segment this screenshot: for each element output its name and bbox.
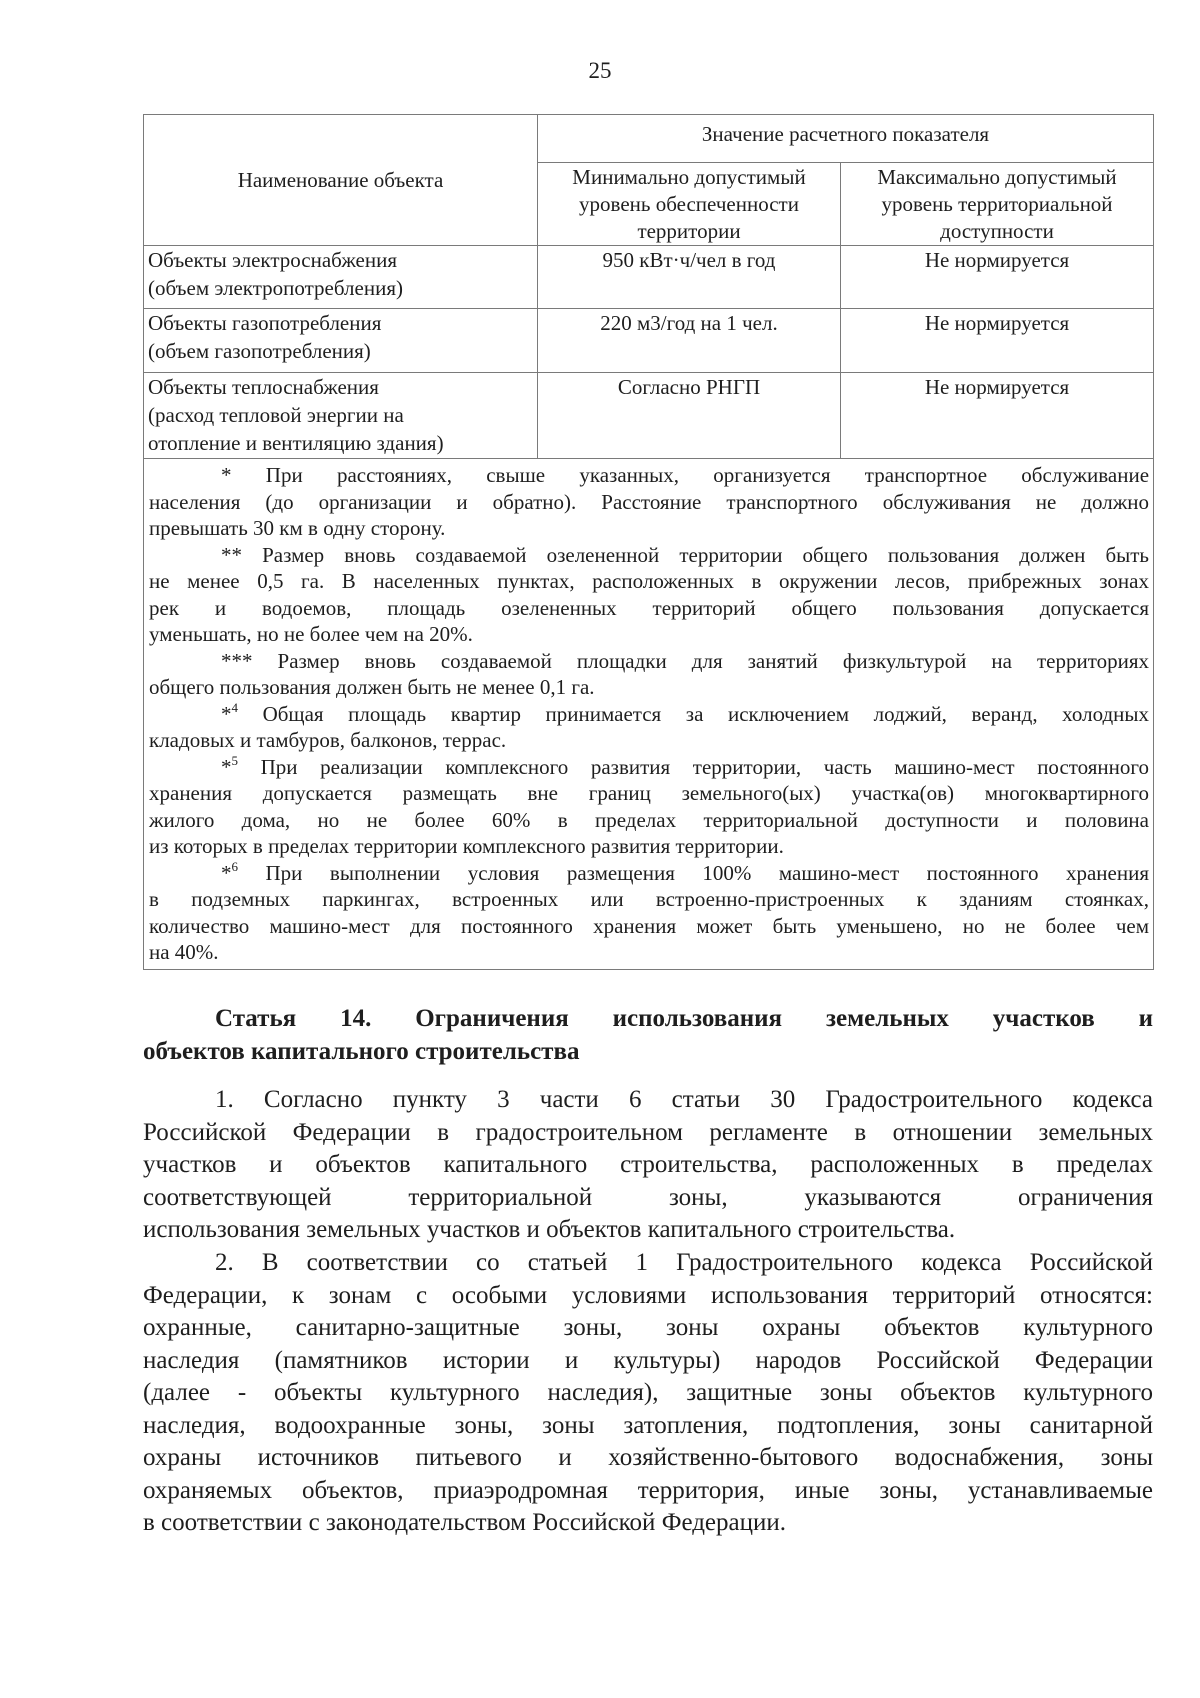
header-min-level: [538, 163, 841, 246]
table-notes: [144, 459, 1154, 970]
norms-table: [143, 114, 1154, 970]
row-min-value: 220 м3/год на 1 чел.: [538, 309, 841, 373]
note-line: [149, 542, 1149, 569]
row-name-line: отопление и вентиляцию здания): [148, 431, 444, 455]
paragraph-line: наследия, водоохранные зоны, зоны затопления, подтопления, зоны санитарной: [143, 1411, 1153, 1439]
paragraph-line: охранные, санитарно-защитные зоны, зоны охраны объектов культурного: [143, 1314, 1153, 1341]
paragraph-line: в соответствии с законодательством Российской Федерации.: [143, 1509, 787, 1536]
note: [149, 542, 1149, 648]
note-line: не менее 0,5 га. В населенных пунктах, расположенных в окружении лесов, прибрежных зонах: [149, 569, 1149, 593]
paragraph-line: соответствующей территориальной зоны, указываются ограничения: [143, 1183, 1153, 1211]
paragraph-line: 2. В соответствии со статьей 1 Градостроительного кодекса Российской: [215, 1249, 1153, 1276]
note: [149, 648, 1149, 701]
row-max-value: Не нормируется: [841, 309, 1154, 373]
row-max-value: Не нормируется: [841, 246, 1154, 309]
note-text: Размер вновь создаваемой озелененной территории общего пользования должен быть: [262, 542, 1150, 567]
table-row: [144, 309, 1154, 373]
note: [149, 860, 1149, 966]
note: [149, 701, 1149, 754]
note-marker: ***: [221, 648, 253, 673]
row-name-line: Объекты электроснабжения: [148, 248, 398, 272]
paragraph-line: использования земельных участков и объектов капитального строительства.: [143, 1216, 956, 1243]
article-title: [143, 1002, 1153, 1068]
paragraph-line: охраняемых объектов, приаэродромная территория, иные зоны, устанавливаемые: [143, 1476, 1153, 1504]
article-title-line: Статья 14. Ограничения использования земельных участков и: [215, 1005, 1153, 1032]
note-line: количество машино-мест для постоянного хранения может быть уменьшено, но не более чем: [149, 913, 1149, 938]
row-object-name: [144, 373, 538, 459]
note-line: в подземных паркингах, встроенных или встроенно-пристроенных к зданиям стоянках,: [149, 887, 1149, 911]
note-line: кладовых и тамбуров, балконов, террас.: [149, 728, 507, 752]
header-min-line: уровень обеспеченности: [579, 192, 799, 216]
header-max-line: доступности: [940, 219, 1054, 243]
note-marker: *: [221, 701, 232, 726]
row-min-value: 950 кВт·ч/чел в год: [538, 246, 841, 309]
note-line: [149, 754, 1149, 781]
note-marker: *: [221, 754, 232, 779]
note-text: Размер вновь создаваемой площадки для занятий физкультурой на территориях: [277, 648, 1149, 673]
row-max-value: Не нормируется: [841, 373, 1154, 459]
note-line: [149, 860, 1149, 887]
paragraph-line: участков и объектов капитального строительства, расположенных в пределах: [143, 1151, 1153, 1178]
note-line: на 40%.: [149, 940, 219, 964]
note: [149, 462, 1149, 542]
note-line: уменьшать, но не более чем на 20%.: [149, 622, 473, 646]
article-paragraph: [143, 1084, 1153, 1247]
note-line: жилого дома, но не более 60% в пределах территориальной доступности и половина: [149, 807, 1149, 832]
header-max-line: уровень территориальной: [881, 192, 1113, 216]
table-row: [144, 373, 1154, 459]
paragraph-line: охраны источников питьевого и хозяйственно-бытового водоснабжения, зоны: [143, 1444, 1153, 1471]
page-number: 25: [588, 58, 612, 83]
note-marker: *: [221, 860, 232, 885]
note-sup: 5: [231, 752, 238, 768]
paragraph-line: 1. Согласно пункту 3 части 6 статьи 30 Градостроительного кодекса: [215, 1086, 1153, 1113]
row-name-line: Объекты газопотребления: [148, 311, 382, 335]
table-row: [144, 246, 1154, 309]
note: [149, 754, 1149, 860]
header-indicator-group: Значение расчетного показателя: [538, 115, 1154, 163]
paragraph-line: Российской Федерации в градостроительном регламенте в отношении земельных: [143, 1118, 1153, 1146]
note-line: хранения допускается размещать вне границ земельного(ых) участка(ов) многоквартирного: [149, 781, 1149, 805]
row-min-value: Согласно РНГП: [538, 373, 841, 459]
header-min-line: Минимально допустимый: [572, 165, 806, 189]
row-name-line: (объем электропотребления): [148, 276, 403, 300]
header-min-line: территории: [637, 219, 741, 243]
note-sup: 4: [231, 699, 238, 715]
row-object-name: [144, 246, 538, 309]
note-marker: *: [221, 463, 232, 487]
note-marker: **: [221, 542, 242, 567]
note-line: превышать 30 км в одну сторону.: [149, 516, 446, 540]
note-text: При реализации комплексного развития территории, часть машино-мест постоянного: [260, 754, 1150, 779]
row-name-line: (расход тепловой энергии на: [148, 403, 404, 427]
note-text: При расстояниях, свыше указанных, организуется транспортное обслуживание: [265, 463, 1150, 487]
header-object-name: Наименование объекта: [144, 115, 538, 246]
note-line: [149, 462, 1149, 489]
note-line: рек и водоемов, площадь озелененных территорий общего пользования допускается: [149, 595, 1149, 620]
header-max-level: [841, 163, 1154, 246]
paragraph-line: (далее - объекты культурного наследия), защитные зоны объектов культурного: [143, 1379, 1153, 1406]
header-max-line: Максимально допустимый: [877, 165, 1117, 189]
row-object-name: [144, 309, 538, 373]
row-name-line: (объем газопотребления): [148, 339, 371, 363]
row-name-line: Объекты теплоснабжения: [148, 375, 379, 399]
note-text: При выполнении условия размещения 100% машино-мест постоянного хранения: [265, 860, 1149, 885]
note-line: из которых в пределах территории комплексного развития территории.: [149, 834, 784, 858]
paragraph-line: Федерации, к зонам с особыми условиями использования территорий относятся:: [143, 1281, 1153, 1309]
article-title-line: объектов капитального строительства: [143, 1038, 580, 1065]
article-paragraph: [143, 1247, 1153, 1540]
note-line: населения (до организации и обратно). Расстояние транспортного обслуживания не должно: [149, 489, 1149, 514]
note-text: Общая площадь квартир принимается за исключением лоджий, веранд, холодных: [262, 701, 1150, 726]
note-line: [149, 648, 1149, 675]
note-line: [149, 701, 1149, 728]
paragraph-line: наследия (памятников истории и культуры) народов Российской Федерации: [143, 1346, 1153, 1374]
note-line: общего пользования должен быть не менее 0,1 га.: [149, 675, 595, 699]
note-sup: 6: [231, 858, 238, 874]
